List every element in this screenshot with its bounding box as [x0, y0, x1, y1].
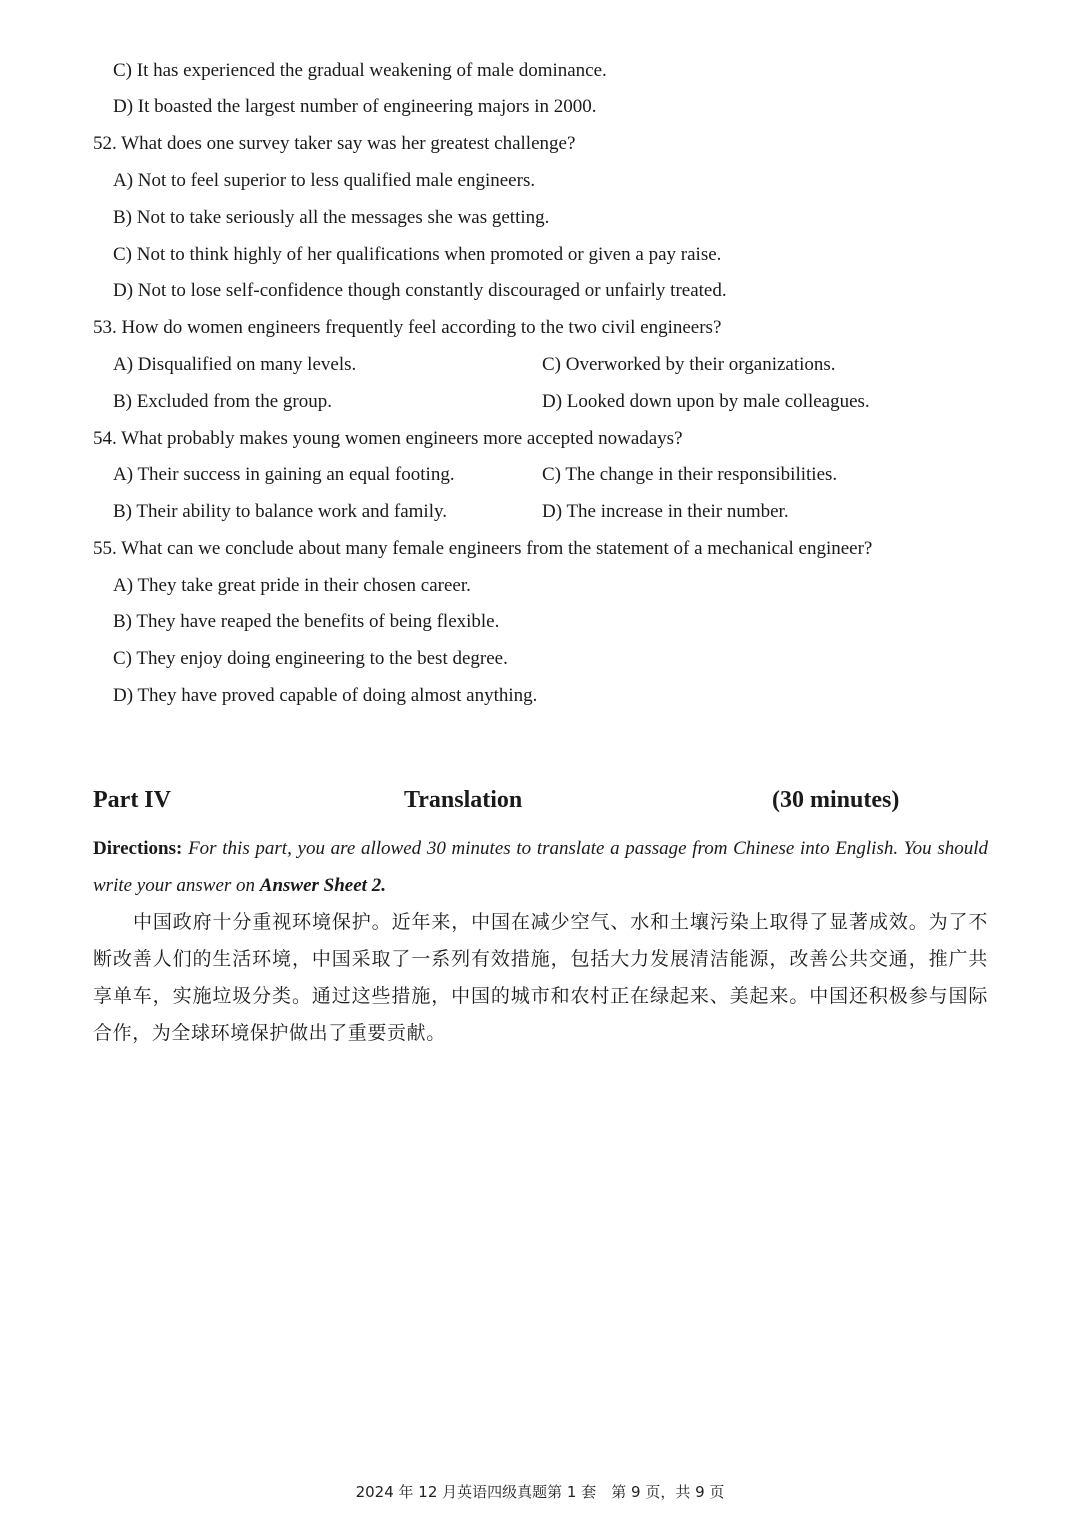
q51-option-c: C) It has experienced the gradual weakening of male dominance.	[113, 60, 607, 81]
q54-question: 54. What probably makes young women engineers more accepted nowadays?	[93, 428, 683, 449]
q53-option-a: A) Disqualified on many levels.	[113, 354, 357, 375]
q52-option-d: D) Not to lose self-confidence though constantly discouraged or unfairly treated.	[113, 280, 727, 301]
directions	[93, 830, 988, 904]
q52-option-b: B) Not to take seriously all the messages she was getting.	[113, 207, 550, 228]
q55-option-a: A) They take great pride in their chosen career.	[113, 575, 471, 596]
q54-option-d: D) The increase in their number.	[542, 501, 789, 522]
directions-label: Directions:	[93, 838, 183, 859]
q52-option-c: C) Not to think highly of her qualifications when promoted or given a pay raise.	[113, 244, 722, 265]
q54-option-a: A) Their success in gaining an equal footing.	[113, 464, 455, 485]
q51-option-d: D) It boasted the largest number of engineering majors in 2000.	[113, 96, 597, 117]
q53-option-c: C) Overworked by their organizations.	[542, 354, 836, 375]
q52-question: 52. What does one survey taker say was her greatest challenge?	[93, 133, 576, 154]
translation-passage: 中国政府十分重视环境保护。近年来，中国在减少空气、水和土壤污染上取得了显著成效。为了不断改善人们的生活环境，中国采取了一系列有效措施，包括大力发展清洁能源，改善公共交通，推广共享单车，实施垃圾分类。通过这些措施，中国的城市和农村正在绿起来、美起来。中国还积极参与国际合作，为全球环境保护做出了重要贡献。	[93, 911, 988, 1044]
q55-question: 55. What can we conclude about many female engineers from the statement of a mechanical engineer?	[93, 538, 873, 559]
section-title: Translation	[404, 787, 523, 813]
q54-option-c: C) The change in their responsibilities.	[542, 464, 838, 485]
directions-text: For this part, you are allowed 30 minutes to translate a passage from Chinese into English. You should write your answer on	[93, 838, 988, 896]
page-footer: 2024 年 12 月英语四级真题第 1 套 第 9 页，共 9 页	[355, 1483, 725, 1501]
q54-option-b: B) Their ability to balance work and family.	[113, 501, 447, 522]
q53-option-d: D) Looked down upon by male colleagues.	[542, 391, 870, 412]
part-label: Part IV	[93, 787, 171, 813]
answer-sheet-ref: Answer Sheet 2.	[259, 875, 386, 896]
q52-option-a: A) Not to feel superior to less qualified male engineers.	[113, 170, 536, 191]
q53-question: 53. How do women engineers frequently feel according to the two civil engineers?	[93, 317, 722, 338]
q53-option-b: B) Excluded from the group.	[113, 391, 332, 412]
q55-option-d: D) They have proved capable of doing almost anything.	[113, 685, 538, 706]
q55-option-c: C) They enjoy doing engineering to the best degree.	[113, 648, 508, 669]
time-limit: (30 minutes)	[772, 787, 900, 813]
q55-option-b: B) They have reaped the benefits of being flexible.	[113, 611, 500, 632]
